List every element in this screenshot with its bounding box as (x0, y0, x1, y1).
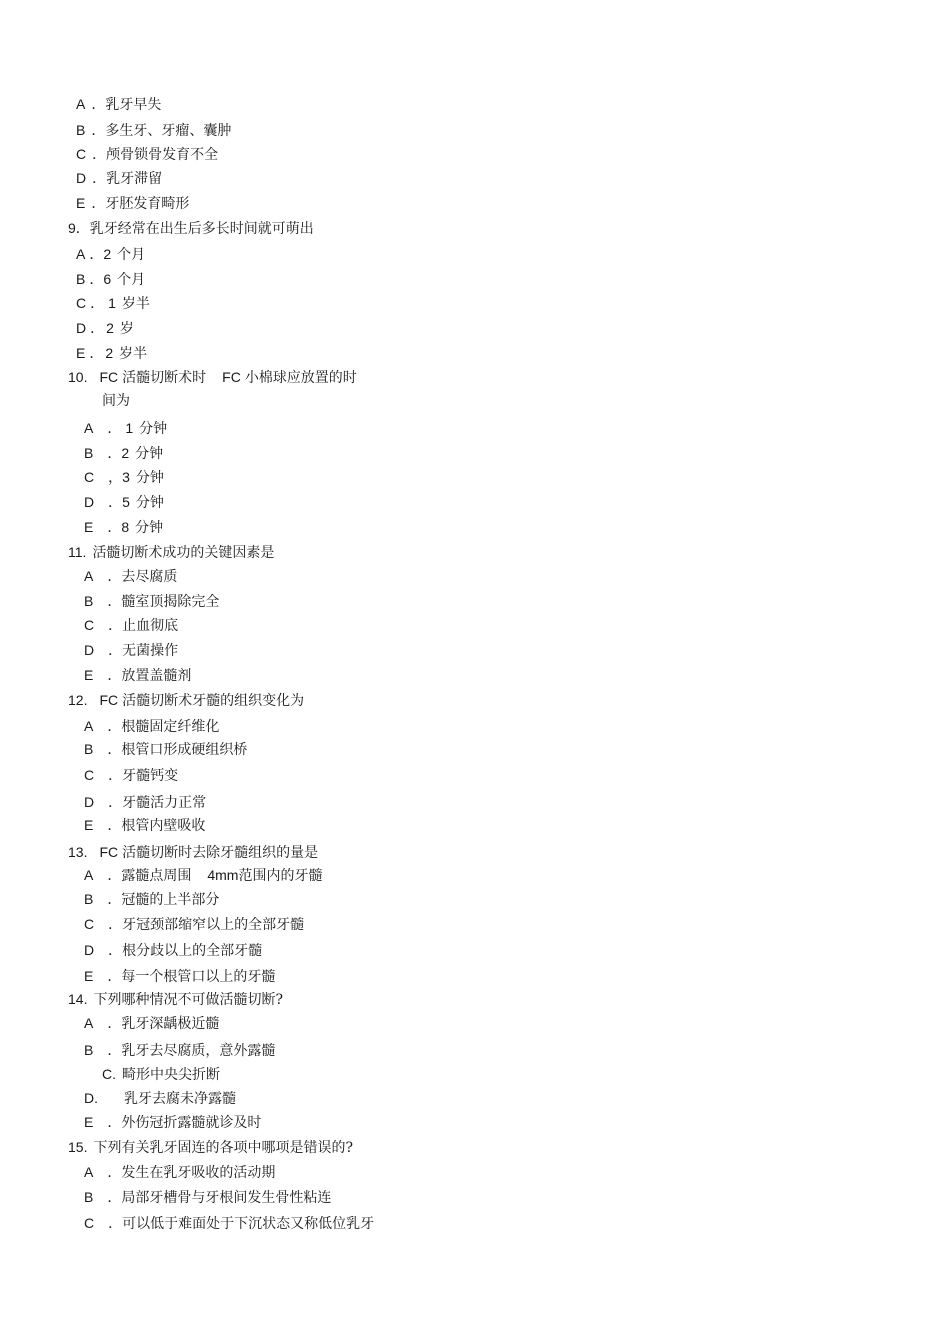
option-unit: 分钟 (139, 421, 168, 437)
question-number: 9． (68, 220, 90, 236)
option-text: 发生在乳牙吸收的活动期 (121, 1165, 276, 1181)
option-text: 牙髓钙变 (122, 768, 179, 784)
option-line (84, 1214, 374, 1233)
option-line (84, 1014, 219, 1033)
option-value: 2 (106, 320, 114, 336)
option-letter: A (84, 1164, 94, 1180)
question-text: 活髓切断术时 (122, 370, 207, 386)
question-number: 12. (68, 692, 88, 708)
option-text: 乳牙早失 (105, 97, 162, 113)
option-line (84, 717, 219, 736)
option-letter: C (76, 146, 87, 162)
option-separator: ． (89, 272, 104, 288)
option-text: 放置盖髓剂 (121, 668, 192, 684)
option-separator: ． (108, 618, 123, 634)
option-text: 牙冠颈部缩窄以上的全部牙髓 (122, 917, 305, 933)
option-letter: A (76, 96, 86, 112)
fc-abbr: FC (99, 369, 119, 385)
question-text: 活髓切断术成功的关键因素是 (92, 545, 275, 561)
option-separator: ． (107, 569, 122, 585)
option-text: 乳牙滞留 (106, 171, 163, 187)
question-line (68, 219, 314, 238)
option-line (84, 493, 164, 512)
question-line (68, 1138, 353, 1157)
option-letter: E (84, 817, 94, 833)
option-separator: ． (107, 446, 122, 462)
option-separator: ． (107, 969, 122, 985)
option-letter: B (76, 271, 86, 287)
option-letter: C (84, 617, 95, 633)
question-line-continued (102, 392, 130, 410)
question-text: 活髓切断时去除牙髓组织的量是 (122, 845, 319, 861)
option-letter: E (76, 195, 86, 211)
fc-abbr: FC (99, 692, 119, 708)
option-letter: B (84, 445, 94, 461)
option-line (102, 1065, 220, 1084)
option-unit: 岁半 (121, 296, 150, 312)
option-separator: ． (89, 247, 104, 263)
option-letter: A (84, 1015, 94, 1031)
fc-abbr: FC (99, 844, 119, 860)
option-separator: ． (107, 1043, 122, 1059)
option-text: 去尽腐质 (121, 569, 178, 585)
option-value: 1 (125, 420, 134, 436)
option-value: 2 (121, 445, 130, 461)
option-separator: ． (108, 917, 123, 933)
question-text: 下列有关乳牙固连的各项中哪项是错误的? (93, 1140, 353, 1156)
option-unit: 分钟 (135, 470, 164, 486)
question-number: 10. (68, 369, 88, 385)
option-separator: ． (107, 421, 122, 437)
option-text: 髓室顶揭除完全 (121, 594, 220, 610)
option-letter: C (84, 916, 95, 932)
option-letter: A (84, 568, 94, 584)
option-value: 4mm (207, 867, 239, 883)
option-line (76, 145, 218, 164)
option-value: 1 (108, 295, 116, 311)
option-letter: D (84, 642, 95, 658)
option-letter: C (84, 1215, 95, 1231)
option-text: 根髓固定纤维化 (121, 719, 220, 735)
option-separator: ． (107, 742, 122, 758)
option-letter: E (84, 667, 94, 683)
option-text: 颅骨锁骨发育不全 (106, 147, 219, 163)
option-letter: D (76, 170, 87, 186)
option-text-continued: 范围内的牙髓 (238, 868, 323, 884)
question-number: 14. (68, 991, 88, 1007)
option-line (76, 95, 161, 114)
option-separator: ． (107, 892, 122, 908)
option-letter: A (84, 718, 94, 734)
option-letter: D. (84, 1090, 98, 1106)
option-letter: C (84, 767, 95, 783)
option-line (84, 567, 177, 586)
option-letter: C (76, 295, 87, 311)
option-line (76, 319, 134, 338)
option-line (84, 518, 163, 537)
option-text: 露髓点周围 (121, 868, 192, 884)
option-letter: B (84, 593, 94, 609)
option-text: 根管口形成硬组织桥 (121, 742, 248, 758)
option-line (84, 666, 191, 685)
option-separator: ． (90, 296, 105, 312)
option-line (84, 866, 322, 885)
option-letter: B (84, 891, 94, 907)
option-line (76, 194, 189, 213)
option-letter: B (84, 1042, 94, 1058)
option-separator: ． (89, 346, 104, 362)
option-separator: ． (107, 868, 122, 884)
option-separator: ， (108, 470, 123, 486)
option-line (76, 121, 231, 140)
question-line (68, 691, 304, 710)
option-text: 冠髓的上半部分 (121, 892, 220, 908)
option-line (84, 816, 205, 835)
option-text: 乳牙去尽腐质，意外露髓 (121, 1043, 276, 1059)
option-text: 牙髓活力正常 (122, 795, 207, 811)
option-letter: E (84, 968, 94, 984)
option-separator: ． (108, 643, 123, 659)
option-line (84, 1113, 261, 1132)
option-unit: 岁 (119, 321, 134, 337)
question-text: 下列哪种情况不可做活髓切断? (93, 992, 283, 1008)
option-separator: ． (92, 171, 107, 187)
question-number: 15. (68, 1139, 88, 1155)
option-line (84, 1163, 275, 1182)
option-unit: 岁半 (119, 346, 148, 362)
option-separator: ． (108, 943, 123, 959)
option-separator: ． (107, 1165, 122, 1181)
option-separator: ． (108, 795, 123, 811)
option-letter: A (76, 246, 86, 262)
option-unit: 分钟 (135, 446, 164, 462)
question-line (68, 843, 318, 862)
option-line (84, 616, 178, 635)
option-text: 畸形中央尖折断 (122, 1067, 220, 1083)
option-separator: ． (107, 1016, 122, 1032)
option-text: 可以低于难面处于下沉状态又称低位乳牙 (122, 1216, 375, 1232)
option-line (84, 941, 262, 960)
option-line (76, 344, 147, 363)
option-unit: 个月 (117, 247, 146, 263)
option-line (84, 915, 304, 934)
option-text: 止血彻底 (122, 618, 179, 634)
option-separator: ． (107, 594, 122, 610)
option-line (76, 270, 145, 289)
option-letter: B (84, 741, 94, 757)
option-letter: D (84, 494, 95, 510)
option-letter: A (84, 420, 94, 436)
option-separator: ． (107, 719, 122, 735)
option-separator: ． (107, 818, 122, 834)
option-text: 牙胚发育畸形 (105, 196, 190, 212)
option-separator: ． (91, 97, 106, 113)
option-line (76, 294, 150, 313)
question-text: 活髓切断术牙髓的组织变化为 (122, 693, 305, 709)
option-line (84, 468, 164, 487)
option-text: 根分歧以上的全部牙髓 (122, 943, 263, 959)
question-line (68, 543, 274, 562)
option-letter: E (76, 345, 86, 361)
option-text: 乳牙去腐未净露髓 (124, 1091, 236, 1107)
option-line (84, 967, 275, 986)
option-separator: ． (107, 1190, 122, 1206)
option-letter: D (76, 320, 87, 336)
question-line (68, 990, 283, 1009)
option-text: 多生牙、牙瘤、囊肿 (105, 123, 232, 139)
question-line (68, 368, 357, 387)
option-letter: E (84, 519, 94, 535)
option-line (76, 169, 162, 188)
option-letter: B (76, 122, 86, 138)
question-number: 13. (68, 844, 88, 860)
option-letter: C. (102, 1066, 116, 1082)
question-text: 乳牙经常在出生后多长时间就可萌出 (89, 221, 314, 237)
option-line (84, 1041, 275, 1060)
option-line (76, 245, 145, 264)
option-value: 6 (103, 271, 112, 287)
option-line (84, 766, 178, 785)
option-unit: 个月 (117, 272, 146, 288)
option-line (84, 592, 219, 611)
option-line (84, 1089, 236, 1108)
option-separator: ． (107, 1115, 122, 1131)
option-unit: 分钟 (135, 520, 164, 536)
option-separator: ． (91, 123, 106, 139)
option-letter: C (84, 469, 95, 485)
option-line (84, 793, 206, 812)
option-letter: E (84, 1114, 94, 1130)
option-value: 5 (122, 494, 130, 510)
option-line (84, 740, 247, 759)
option-separator: ． (91, 196, 106, 212)
option-text: 根管内壁吸收 (121, 818, 206, 834)
option-separator: ． (108, 495, 123, 511)
option-separator: ． (107, 520, 122, 536)
option-separator: ． (108, 768, 123, 784)
option-value: 3 (122, 469, 130, 485)
option-letter: D (84, 794, 95, 810)
option-line (84, 890, 219, 909)
option-value: 2 (103, 246, 112, 262)
option-letter: B (84, 1189, 94, 1205)
option-text: 乳牙深龋极近髓 (121, 1016, 220, 1032)
option-text: 无菌操作 (122, 643, 179, 659)
option-separator: ． (92, 147, 107, 163)
option-separator: ． (108, 1216, 123, 1232)
option-line (84, 641, 178, 660)
option-line (84, 419, 167, 438)
option-text: 外伤冠折露髓就诊及时 (121, 1115, 262, 1131)
fc-abbr: FC (222, 369, 241, 385)
option-separator: ． (90, 321, 105, 337)
option-letter: D (84, 942, 95, 958)
option-line (84, 1188, 331, 1207)
option-value: 8 (121, 519, 130, 535)
option-letter: A (84, 867, 94, 883)
option-text: 局部牙槽骨与牙根间发生骨性粘连 (121, 1190, 332, 1206)
question-text: 小棉球应放置的时 (244, 370, 357, 386)
option-separator: ． (107, 668, 122, 684)
option-line (84, 444, 163, 463)
option-text: 每一个根管口以上的牙髓 (121, 969, 276, 985)
option-value: 2 (105, 345, 114, 361)
option-unit: 分钟 (135, 495, 164, 511)
question-number: 11. (68, 544, 87, 560)
question-text: 间为 (102, 393, 130, 409)
